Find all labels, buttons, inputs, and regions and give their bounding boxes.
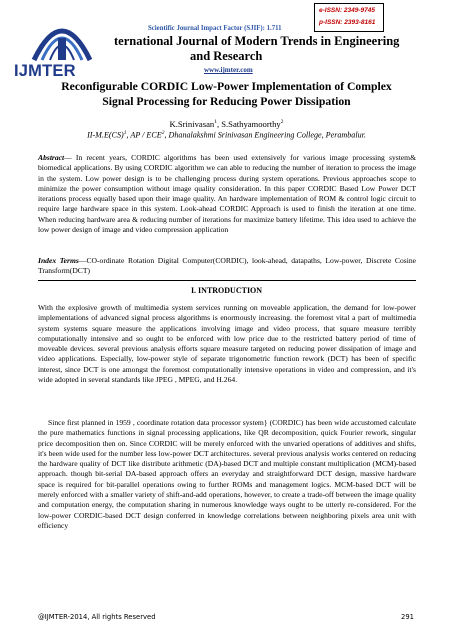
paper-title-line1: Reconfigurable CORDIC Low-Power Implementation of Complex (61, 80, 392, 93)
abstract (38, 153, 416, 235)
logo-text: IJMTER (14, 62, 76, 80)
issn-box (314, 3, 384, 32)
affil-part2: , AP / ECE (126, 130, 162, 140)
author2-name: , S.Sathyamoorthy (216, 119, 281, 129)
index-terms-text: —CO-ordinate Rotation Digital Computer(CORDIC), look-ahead, datapaths, Low-power, Discrete Cosine Transform(DCT) (38, 256, 416, 276)
paper-title-line2: Signal Processing for Reducing Power Dissipation (102, 95, 351, 108)
intro-paragraph-1: With the explosive growth of multimedia system services running on moveable application, the demand for low-power implementations of advanced signal process algorithms is enormously increasing. the foremost vital a part of multimedia system systems square measure the applications involving image and video process, that square measure terribly computationally intensive and so ought to be enforced with low price due to the restricted battery period of time of moveable devices. several previous analysis efforts square measure targeted on reducing power dissipation of image and video applications. Especially, low-power style of separate trigonometric function rework (DCT) has been of specific interest, since DCT is one amongst the foremost computationally intensive operations in video and compression, and it's wide adopted in several standards like JPEG , MPEG, and H.264. (38, 303, 416, 385)
affil-part3: , Dhanalakshmi Srinivasan Engineering College, Perambalur. (164, 130, 366, 140)
affiliation (0, 130, 453, 140)
affil-sup1: 1 (123, 130, 127, 136)
logo-arch-icon (24, 10, 100, 68)
authors (0, 119, 453, 129)
index-terms-label: Index Terms (38, 256, 79, 265)
page-number: 291 (401, 613, 414, 621)
impact-factor: Scientific Journal Impact Factor (SJIF): 1.711 (148, 25, 282, 32)
journal-title-line1: ternational Journal of Modern Trends in Engineering (114, 34, 400, 48)
abstract-text: — In recent years, CORDIC algorithms has been used extensively for various image processing system& biomedical applications. By using CORDIC algorithm we can able to reducing the number of iteration to process the image in the system. Low power design is to be challenging process during system operations. Previous approaches scope to minimize the power consumption without image quality consideration. In this paper CORDIC Based Low Power DCT iterations process equally based upon their image quality. An hardware implementation of ROM & control logic circuit to require large hardware space in this system. Look-ahead CORDIC Approach is used to finish the iteration at one time. When reducing hardware area & reducing number of iterations for maximize battery lifetime. This idea used to achieve the low power design of image and video compression application (38, 153, 416, 235)
author2-sup: 2 (280, 119, 284, 126)
issn-print: p-ISSN: 2393-8161 (319, 19, 376, 26)
issn-online: e-ISSN: 2349-9745 (319, 7, 376, 14)
section-heading: I. INTRODUCTION (190, 286, 263, 295)
footer-copyright: @IJMTER-2014, All rights Reserved (38, 613, 156, 621)
journal-website-link[interactable]: www.ijmter.com (204, 66, 253, 74)
affil-sup2: 2 (161, 130, 165, 136)
author1-name: K.Srinivasan (169, 119, 215, 129)
journal-title-line2: and Research (190, 49, 263, 63)
abstract-label: Abstract (38, 153, 65, 162)
intro-paragraph-2: Since first planned in 1959 , coordinate rotation data processor system} (CORDIC) has been wide accustomed calculate the pure mathematics functions in signal processing applications, like QR decomposition, quick Fourier rework, singular price decomposition then on. Since CORDIC will be merely enforced with the unvaried operations of additives and shifts, it's been wide used for the number less low-power DCT architectures. several previous analysis works centered on reducing the hardware quality of DCT like distribute arithmetic (DA)-based DCT and multiple constant multiplication (MCM)-based approach. though bit-serial DA-based approach offers an everyday and straightforward DCT design, massive hardware space is required for bit-parallel operations owing to further ROMs and management logics. MCM-based DCT will be merely enforced with a smaller variety of shift-and-add operations, however, to create a trade-off between the image quality and computation energy, the computation sharing in numerous knowledge ways ought to be utterly re-considered. For the low-power CORDIC-based DCT design conferred in knowledge correlations between neighboring pixels area unit with efficiency (38, 418, 416, 530)
index-terms (38, 256, 416, 277)
section-divider (38, 280, 416, 281)
affil-part1: II-M.E(CS) (87, 130, 124, 140)
author1-sup: 1 (214, 119, 217, 126)
